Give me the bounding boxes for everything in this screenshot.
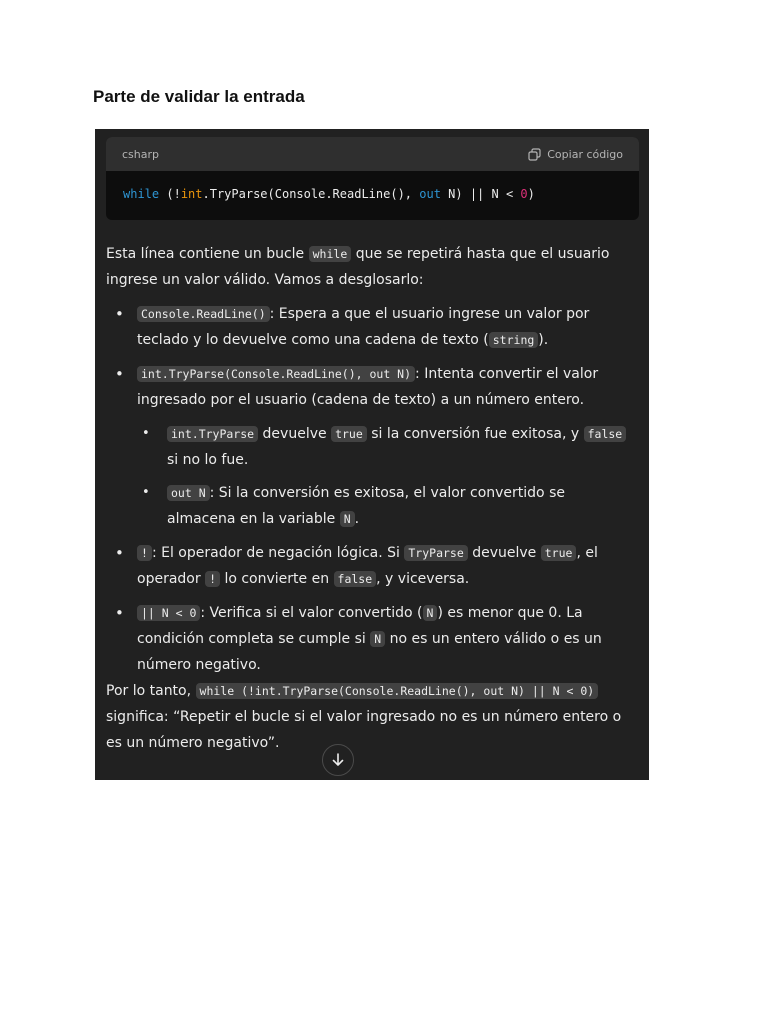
conclusion-paragraph: Por lo tanto, while (!int.TryParse(Console.ReadLine(), out N) || N < 0) significa: “Repetir el bucle si el valor ingresado no es un número entero o es un número negativo”. [106,683,622,751]
number-zero: 0 [520,187,528,201]
keyword-out: out [419,187,441,201]
code-language-label: csharp [122,147,159,161]
sub-bullet-list [137,421,634,532]
type-int: int [180,187,203,201]
intro-paragraph: Esta línea contiene un bucle while que se repetirá hasta que el usuario ingrese un valor válido. Vamos a desglosarlo: [106,246,610,288]
arrow-down-icon [332,753,344,767]
list-item: • int.TryParse(Console.ReadLine(), out N) : Intenta convertir el valor ingresado por el usuario (cadena de texto) a un número entero. • int.TryParse devuelve true si la conversión fue exitosa, y false si no lo fue. • out N : Si la conversión es exitosa, el valor convertido se almacena en la variable N . [106,361,634,532]
chat-response-screenshot [95,129,649,780]
code-block [106,137,639,220]
explanation-text [106,241,634,756]
code-block-header [106,137,639,171]
sub-list-item: • out N : Si la conversión es exitosa, el valor convertido se almacena en la variable N . [137,480,634,532]
scroll-down-button[interactable] [322,744,354,776]
bullet-list [106,301,634,678]
code-mid: .TryParse(Console.ReadLine(), [202,187,420,201]
list-item: • || N < 0 : Verifica si el valor convertido ( N ) es menor que 0. La condición completa se cumple si N no es un entero válido o es un número negativo. [106,600,634,678]
code-line [106,171,639,217]
code-close: ) [527,187,535,201]
code-rest: N) || N < [440,187,521,201]
page-heading: Parte de validar la entrada [93,87,305,106]
copy-icon [528,148,541,161]
code-open: (! [159,187,181,201]
copy-code-button[interactable] [528,148,623,161]
keyword-while: while [123,187,160,201]
list-item: • Console.ReadLine() : Espera a que el usuario ingrese un valor por teclado y lo devuelve como una cadena de texto ( string ). [106,301,634,353]
list-item: • ! : El operador de negación lógica. Si TryParse devuelve true , el operador ! lo convierte en false , y viceversa. [106,540,634,592]
sub-list-item: • int.TryParse devuelve true si la conversión fue exitosa, y false si no lo fue. [137,421,634,473]
copy-code-label: Copiar código [547,147,623,161]
